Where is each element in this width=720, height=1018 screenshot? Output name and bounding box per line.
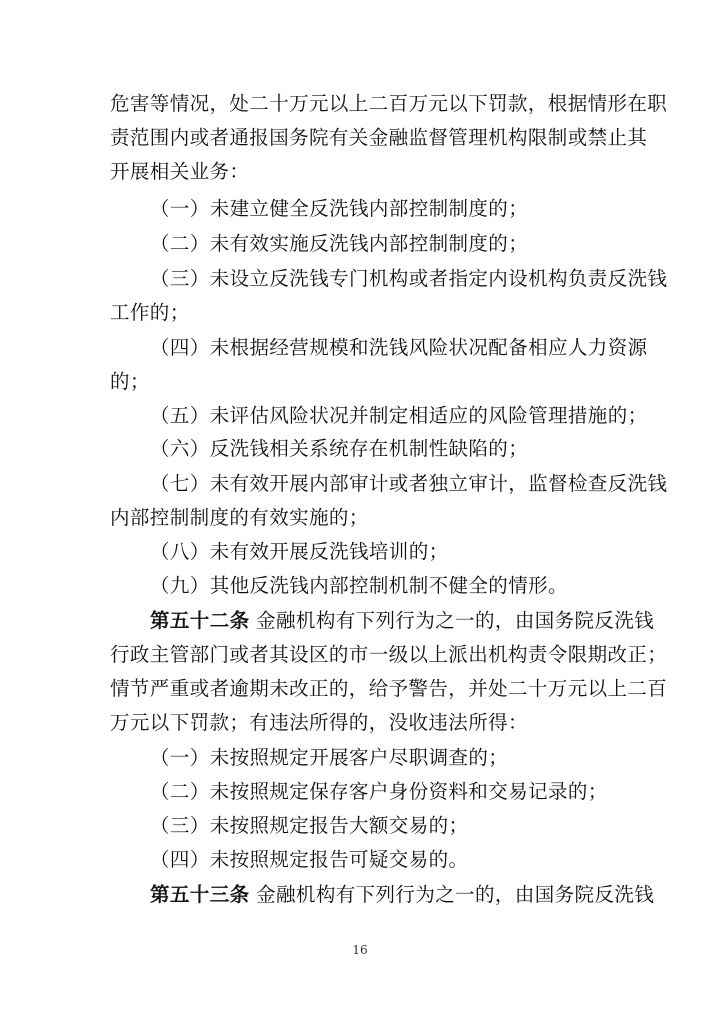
body-text-line: 责范围内或者通报国务院有关金融监督管理机构限制或禁止其 [110,126,648,149]
list-item: （一）未按照规定开展客户尽职调查的； [150,746,509,769]
list-item: （二）未有效实施反洗钱内部控制制度的； [150,232,529,255]
list-item: （五）未评估风险状况并制定相适应的风险管理措施的； [150,404,648,427]
body-text-line: 万元以下罚款；有违法所得的，没收违法所得： [110,711,528,734]
list-item: （三）未设立反洗钱专门机构或者指定内设机构负责反洗钱 [150,267,668,290]
list-item: （六）反洗钱相关系统存在机制性缺陷的； [150,437,529,460]
list-item: （一）未建立健全反洗钱内部控制制度的； [150,197,529,220]
body-text-line: 行政主管部门或者其设区的市一级以上派出机构责令限期改正； [110,643,668,666]
page-number: 16 [352,943,368,957]
body-text-line: 开展相关业务： [110,160,250,183]
body-text-line: 危害等情况，处二十万元以上二百万元以下罚款，根据情形在职 [110,92,668,115]
article-52-first-line [150,609,654,633]
list-item-continuation: 的； [110,370,150,393]
list-item-continuation: 工作的； [110,301,190,324]
article-heading: 第五十二条 [150,609,250,632]
article-text: 金融机构有下列行为之一的，由国务院反洗钱 [256,609,655,632]
list-item: （八）未有效开展反洗钱培训的； [150,540,449,563]
list-item: （二）未按照规定保存客户身份资料和交易记录的； [150,780,608,803]
body-text-line: 情节严重或者逾期未改正的，给予警告，并处二十万元以上二百 [110,677,668,700]
list-item: （九）其他反洗钱内部控制机制不健全的情形。 [150,574,568,597]
article-heading: 第五十三条 [150,883,250,906]
article-text: 金融机构有下列行为之一的，由国务院反洗钱 [256,883,655,906]
list-item: （三）未按照规定报告大额交易的； [150,814,469,837]
list-item: （四）未根据经营规模和洗钱风险状况配备相应人力资源 [150,336,648,359]
list-item: （七）未有效开展内部审计或者独立审计，监督检查反洗钱 [150,472,668,495]
list-item: （四）未按照规定报告可疑交易的。 [150,848,469,871]
article-53-first-line [150,883,654,907]
list-item-continuation: 内部控制制度的有效实施的； [110,506,369,529]
